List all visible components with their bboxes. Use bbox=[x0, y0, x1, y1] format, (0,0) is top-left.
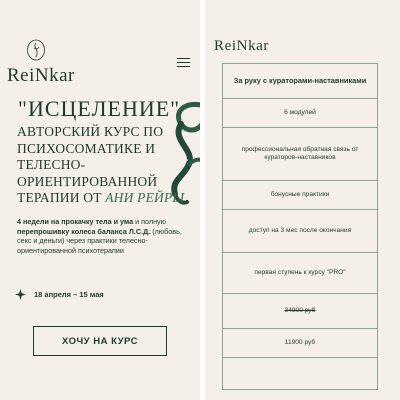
desc-highlight-2: перепрошивку колеса баланса Л.С.Д. bbox=[17, 226, 151, 236]
tariff-table bbox=[222, 63, 378, 390]
logo-icon bbox=[26, 39, 46, 61]
join-course-button[interactable]: ХОЧУ НА КУРС bbox=[33, 326, 167, 356]
desc-text-2: (любовь, секс и деньги) через практики телесно-ориентированной психотерапии bbox=[17, 226, 182, 255]
author-name: АНИ РЕЙРЫ bbox=[105, 190, 185, 205]
tariff-row-price bbox=[223, 328, 377, 357]
tariff-header: За руку с кураторами-наставниками bbox=[233, 76, 367, 86]
course-title: "ИСЦЕЛЕНИЕ" bbox=[18, 96, 181, 121]
old-price: 34900 руб bbox=[284, 306, 316, 314]
course-subtitle bbox=[17, 124, 197, 207]
tariff-row-old-price bbox=[223, 293, 377, 328]
tariff-row-feedback: профессиональная обратная связь от кураторов-наставников bbox=[223, 127, 377, 180]
tariff-screen bbox=[205, 0, 400, 400]
tariff-row-bonus: бонусные практики bbox=[223, 180, 377, 209]
tariff-row-modules: 6 модулей bbox=[223, 98, 377, 127]
current-price: 11900 руб bbox=[284, 338, 316, 346]
brand-logo[interactable]: ReiNkar bbox=[7, 65, 75, 86]
tariff-row-access: доступ на 3 мес после окончания bbox=[223, 209, 377, 252]
subtitle-text: АВТОРСКИЙ КУРС ПО ПСИХОСОМАТИКЕ И ТЕЛЕСНО-ОРИЕНТИРОВАННОЙ ТЕРАПИИ ОТ bbox=[17, 124, 164, 205]
course-dates: 18 апреля – 15 мая bbox=[34, 290, 104, 299]
desc-text-1: и полную bbox=[133, 217, 167, 226]
sparkle-icon bbox=[15, 289, 26, 300]
tariff-row-pro: первая ступень к курсу "PRO" bbox=[223, 252, 377, 293]
tariff-row-empty bbox=[223, 357, 377, 389]
brand-logo-2[interactable]: ReiNkar bbox=[214, 38, 270, 54]
course-description bbox=[17, 217, 187, 255]
hamburger-menu-icon[interactable] bbox=[177, 58, 190, 67]
desc-highlight-1: 4 недели на прокачку тела и ума bbox=[17, 217, 134, 226]
